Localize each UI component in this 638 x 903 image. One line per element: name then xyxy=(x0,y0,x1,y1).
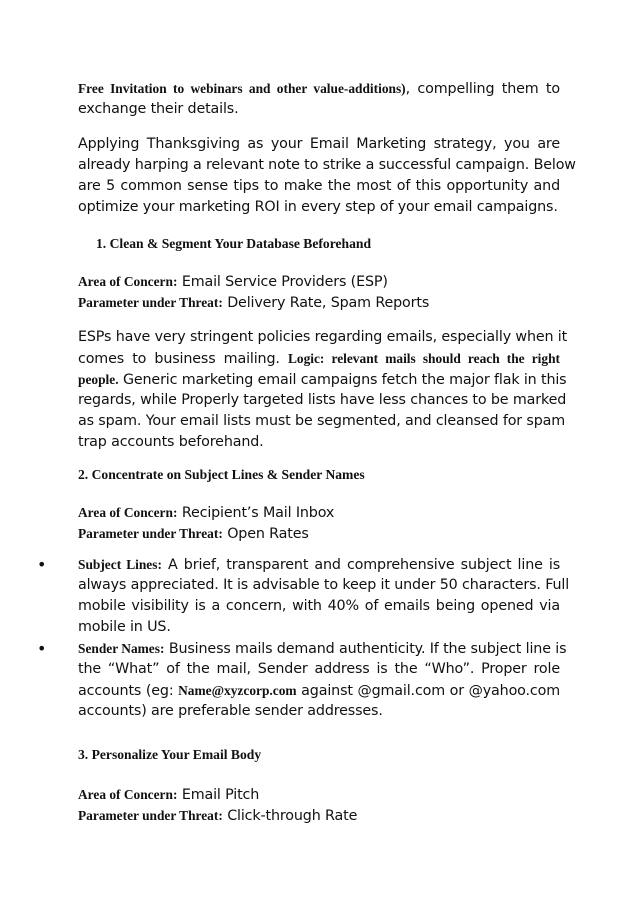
intro-bold-text: Free Invitation to webinars and other value-additions) xyxy=(78,81,406,96)
logic-bold-text: people. xyxy=(78,372,119,387)
list-item-line: the “What” of the mail, Sender address is the “Who”. Proper role xyxy=(78,661,560,677)
list-item-line: mobile visibility is a concern, with 40% of emails being opened via xyxy=(78,598,560,614)
area-of-concern xyxy=(78,502,560,523)
parameter-label: Parameter under Threat: xyxy=(78,808,223,823)
intro-line-1 xyxy=(78,78,560,99)
paragraph-line: regards, while Properly targeted lists have less chances to be marked xyxy=(78,392,567,408)
parameter-under-threat xyxy=(78,805,560,826)
list-item-line xyxy=(78,554,560,575)
paragraph-line: ESPs have very stringent policies regarding emails, especially when it xyxy=(78,329,568,345)
paragraph-text: Generic marketing email campaigns fetch the major flak in this xyxy=(118,372,567,388)
bullet-text: accounts (eg: xyxy=(78,683,179,699)
area-of-concern-value: Recipient’s Mail Inbox xyxy=(177,505,335,521)
area-of-concern-value: Email Service Providers (ESP) xyxy=(177,274,388,290)
list-item-line xyxy=(78,638,567,659)
paragraph-line: are 5 common sense tips to make the most of this opportunity and xyxy=(78,178,560,194)
area-of-concern-label: Area of Concern: xyxy=(78,505,178,520)
parameter-label: Parameter under Threat: xyxy=(78,295,223,310)
area-of-concern-label: Area of Concern: xyxy=(78,274,178,289)
parameter-under-threat xyxy=(78,523,560,544)
area-of-concern xyxy=(78,271,560,292)
paragraph-line: Applying Thanksgiving as your Email Marketing strategy, you are xyxy=(78,136,560,152)
list-item-line: mobile in US. xyxy=(78,619,171,635)
bullet-icon: • xyxy=(37,555,47,574)
list-item-line: accounts) are preferable sender addresses. xyxy=(78,703,383,719)
bullet-label: Subject Lines: xyxy=(78,557,162,572)
area-of-concern-label: Area of Concern: xyxy=(78,787,178,802)
paragraph-line: trap accounts beforehand. xyxy=(78,434,264,450)
parameter-under-threat xyxy=(78,292,560,313)
intro-line-2: exchange their details. xyxy=(78,101,239,117)
logic-bold-text: Logic: relevant mails should reach the right xyxy=(287,351,561,366)
paragraph-line: optimize your marketing ROI in every step of your email campaigns. xyxy=(78,199,558,215)
paragraph-line xyxy=(78,348,560,369)
example-email: Name@xyzcorp.com xyxy=(178,683,297,698)
list-item-line: always appreciated. It is advisable to keep it under 50 characters. Full xyxy=(78,577,570,593)
area-of-concern-value: Email Pitch xyxy=(177,787,260,803)
section-3-heading: 3. Personalize Your Email Body xyxy=(78,747,262,762)
area-of-concern xyxy=(78,784,560,805)
parameter-label: Parameter under Threat: xyxy=(78,526,223,541)
paragraph-line xyxy=(78,369,567,390)
bullet-label: Sender Names: xyxy=(78,641,165,656)
parameter-value: Click-through Rate xyxy=(222,808,358,824)
section-2-heading: 2. Concentrate on Subject Lines & Sender Names xyxy=(78,467,365,482)
paragraph-line: as spam. Your email lists must be segmented, and cleansed for spam xyxy=(78,413,566,429)
bullet-text: A brief, transparent and comprehensive subject line is xyxy=(161,557,560,573)
paragraph-text: comes to business mailing. xyxy=(78,351,288,367)
section-1-heading: 1. Clean & Segment Your Database Beforehand xyxy=(96,236,372,251)
parameter-value: Delivery Rate, Spam Reports xyxy=(222,295,430,311)
bullet-text: Business mails demand authenticity. If the subject line is xyxy=(164,641,567,657)
list-item-line xyxy=(78,680,560,701)
bullet-icon: • xyxy=(37,639,47,658)
intro-text: , compelling them to xyxy=(405,81,560,97)
bullet-text: against @gmail.com or @yahoo.com xyxy=(296,683,560,699)
parameter-value: Open Rates xyxy=(222,526,309,542)
paragraph-line: already harping a relevant note to strike a successful campaign. Below xyxy=(78,157,576,173)
